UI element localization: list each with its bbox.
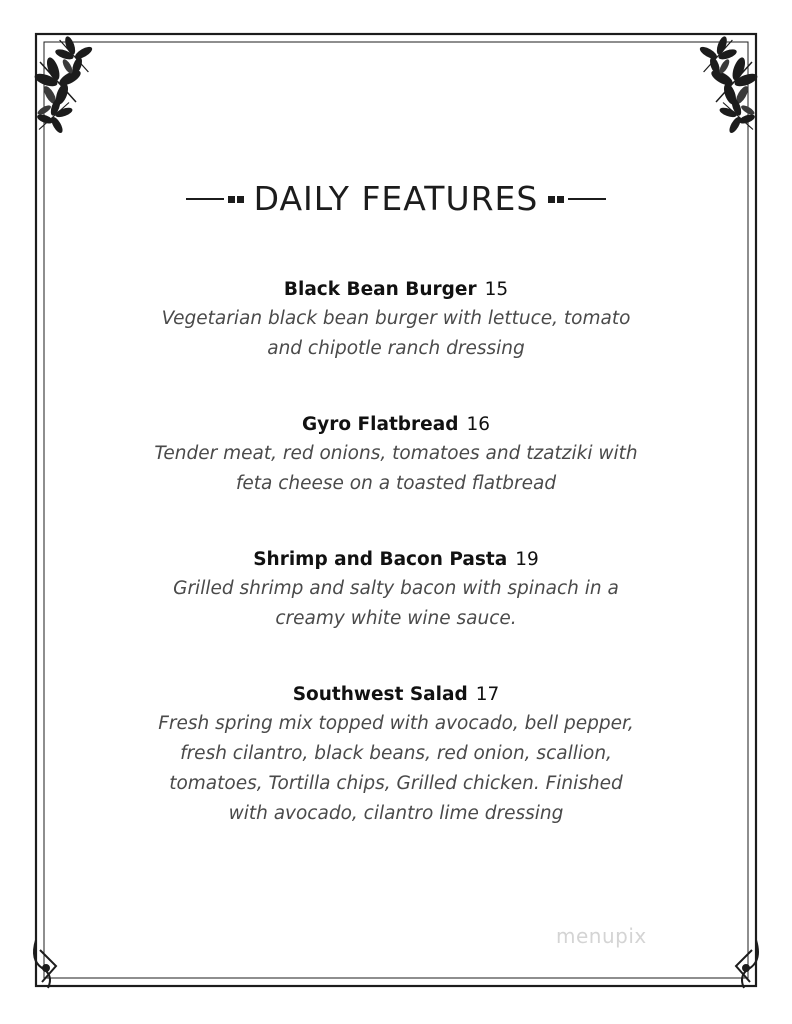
title-squares-left-icon [228,196,244,203]
menu-item-description [120,709,672,829]
menu-item [120,276,672,364]
menu-item-price: 15 [484,279,509,300]
description-line: Tender meat, red onions, tomatoes and tzatziki with [154,443,638,464]
description-line: feta cheese on a toasted flatbread [235,473,557,494]
description-line: with avocado, cilantro lime dressing [228,803,564,824]
description-line: Grilled shrimp and salty bacon with spinach in a [173,578,619,599]
menu-item-name: Southwest Salad [292,684,468,705]
menu-item-description [120,304,672,364]
description-line: Vegetarian black bean burger with lettuce, tomato [161,308,631,329]
menu-item-header [120,681,672,709]
corner-flourish-bottom-left-icon [34,940,56,988]
description-line: fresh cilantro, black beans, red onion, scallion, [180,743,612,764]
watermark: menupix [556,924,647,948]
menu-item-price: 16 [466,414,490,435]
menu-item [120,546,672,634]
corner-leaf-top-left-icon [33,35,94,135]
page-title: DAILY FEATURES [253,179,539,218]
menu-item-header [120,276,672,304]
description-line: tomatoes, Tortilla chips, Grilled chicken. Finished [169,773,623,794]
menu-item-price: 19 [515,549,539,570]
description-line: and chipotle ranch dressing [267,338,525,359]
menu-item-price: 17 [475,684,500,705]
title-squares-right-icon [548,196,564,203]
corner-flourish-bottom-right-icon [736,940,758,988]
title-rule-left [186,198,224,200]
corner-leaf-top-right-icon [698,35,759,135]
menu-item [120,681,672,829]
title-rule-right [568,198,606,200]
menu-item-header [120,411,672,439]
title-row [0,176,792,222]
menu-item-name: Black Bean Burger [283,279,477,300]
menu-item [120,411,672,499]
menu-item-header [120,546,672,574]
menu-item-description [120,439,672,499]
description-line: creamy white wine sauce. [275,608,517,629]
menu-item-description [120,574,672,634]
menu-item-name: Shrimp and Bacon Pasta [253,549,508,570]
description-line: Fresh spring mix topped with avocado, bell pepper, [158,713,634,734]
menu-item-name: Gyro Flatbread [301,414,459,435]
